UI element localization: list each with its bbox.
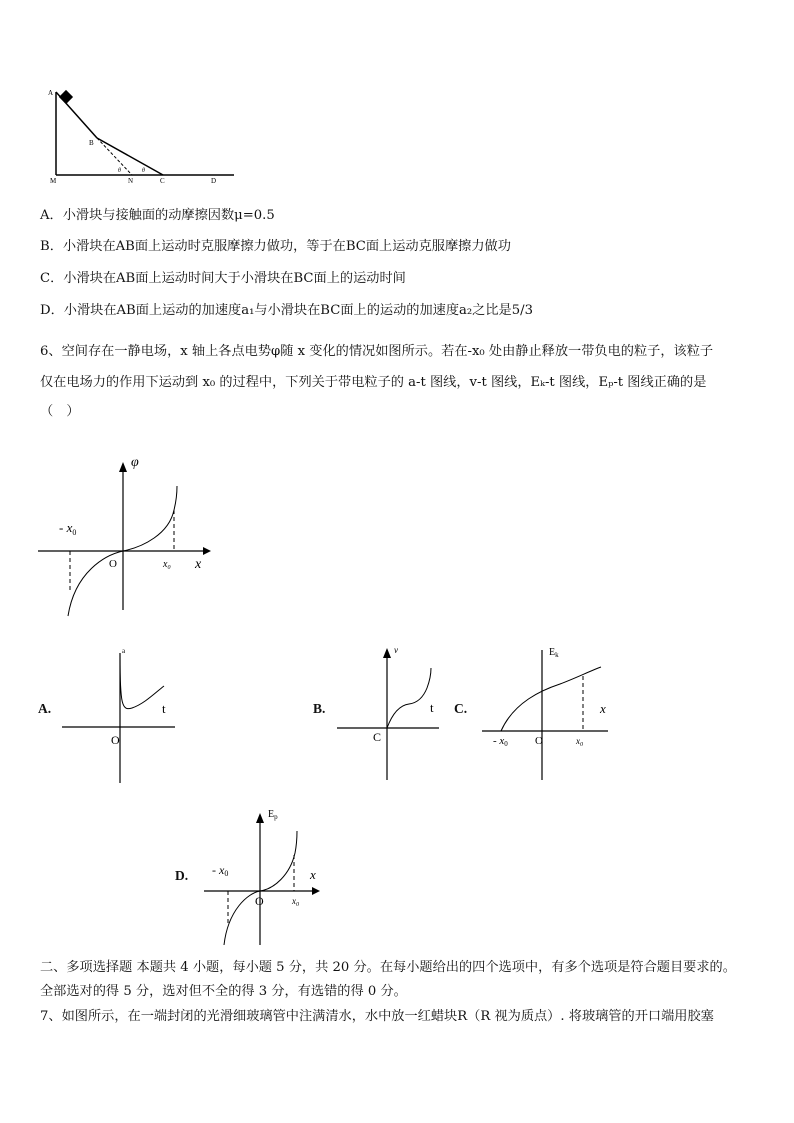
label-theta-1: θ: [118, 168, 121, 174]
q5-option-c: C．小滑块在AB面上运动时间大于小滑块在BC面上的运动时间: [40, 271, 406, 286]
option-c-neg-x0: - x0: [493, 735, 508, 748]
q5-option-a: A．小滑块与接触面的动摩擦因数μ=0.5: [40, 208, 275, 223]
option-a-curve: [120, 656, 164, 709]
option-b-y-label: v: [394, 645, 398, 655]
label-N: N: [128, 177, 134, 185]
option-a-origin: O: [111, 733, 120, 747]
label-M: M: [50, 177, 57, 185]
option-a-graph[interactable]: [60, 645, 190, 785]
q6-paren: （ ）: [40, 404, 80, 419]
option-c-pos-x0: $x_0$: [576, 736, 583, 748]
q5-option-b: B．小滑块在AB面上运动时克服摩擦力做功，等于在BC面上运动克服摩擦力做功: [40, 239, 511, 254]
option-d-y-label: $E_p$: [268, 809, 278, 821]
option-d-origin: O: [255, 894, 264, 908]
option-c-x-label: x: [600, 701, 606, 716]
option-c-letter[interactable]: C.: [454, 701, 468, 716]
q7-stem-line1: 7、如图所示，在一端封闭的光滑细玻璃管中注满清水，水中放一红蜡块R（R 视为质点）. 将玻璃管的开口端用胶塞: [40, 1009, 714, 1024]
label-B: B: [89, 139, 94, 147]
section2-line1: 二、多项选择题 本题共 4 小题，每小题 5 分，共 20 分。在每小题给出的四个选项中，有多个选项是符合题目要求的。: [40, 960, 736, 975]
origin-label: O: [109, 558, 117, 570]
option-b-letter[interactable]: B.: [313, 701, 326, 716]
label-theta-2: θ: [142, 168, 145, 174]
q5-option-d: D．小滑块在AB面上运动的加速度a₁与小滑块在BC面上的运动的加速度a₂之比是5/3: [40, 303, 533, 318]
option-a-y-label: a: [122, 647, 126, 655]
option-d-graph[interactable]: [200, 805, 330, 950]
label-A: A: [48, 89, 54, 97]
option-a-letter[interactable]: A.: [38, 701, 52, 716]
option-d-letter[interactable]: D.: [175, 868, 189, 883]
q6-stem-line2: 仅在电场力的作用下运动到 x₀ 的过程中，下列关于带电粒子的 a-t 图线，v-t 图线，Eₖ-t 图线，Eₚ-t 图线正确的是: [40, 375, 707, 390]
label-C: C: [160, 177, 165, 185]
option-b-x-label: t: [430, 700, 434, 715]
potential-graph: [35, 450, 215, 620]
option-b-origin: C: [373, 730, 382, 744]
option-d-x-label: x: [310, 867, 316, 882]
option-d-neg-x0: - x0: [212, 863, 229, 878]
q6-stem-line1: 6、空间存在一静电场，x 轴上各点电势φ随 x 变化的情况如图所示。若在-x₀ 处由静止释放一带负电的粒子，该粒子: [40, 344, 714, 359]
option-b-curve: [387, 668, 431, 728]
option-c-origin: O: [535, 735, 543, 747]
option-c-graph[interactable]: [480, 640, 630, 780]
phi-label: φ: [131, 455, 139, 470]
x-axis-label: x: [195, 557, 202, 572]
option-c-curve: [501, 667, 601, 731]
incline-figure: [40, 85, 280, 185]
slider-block: [59, 90, 73, 104]
section2-line2: 全部选对的得 5 分，选对但不全的得 3 分，有选错的得 0 分。: [40, 984, 407, 999]
neg-x0-label: - $x_0$: [59, 520, 77, 537]
option-d-pos-x0: $x_0$: [292, 896, 299, 908]
label-D: D: [211, 177, 217, 185]
option-a-x-label: t: [162, 701, 166, 716]
option-c-y-label: $E_k$: [549, 647, 559, 659]
pos-x0-label: $x_0$: [163, 559, 171, 571]
option-b-graph[interactable]: [335, 640, 445, 780]
